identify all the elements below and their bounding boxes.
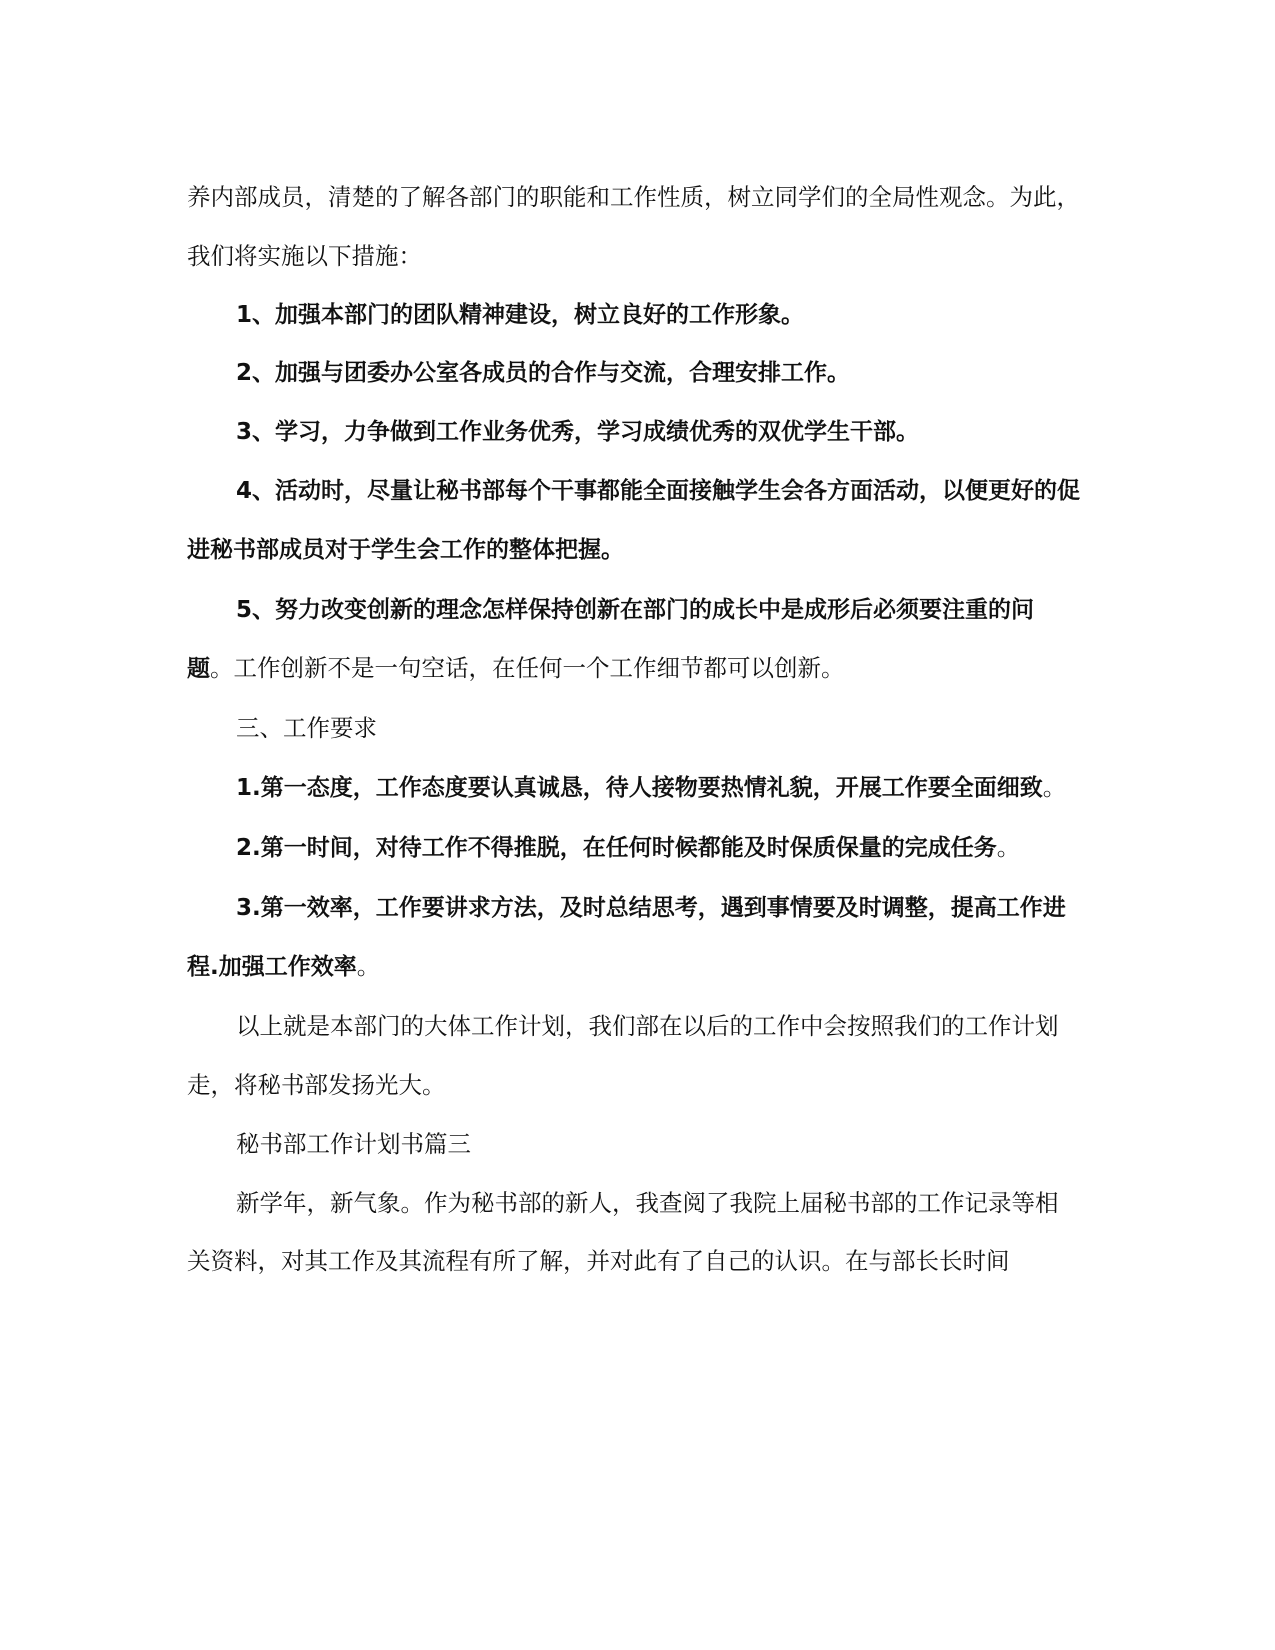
document-body (187, 168, 1080, 1291)
measure-item-text: 4、活动时，尽量让秘书部每个干事都能全面接触学生会各方面活动，以便更好的促进秘书部成员对于学生会工作的整体把握。 (187, 477, 1081, 563)
requirement-item-1 (187, 758, 1080, 818)
summary-paragraph (187, 997, 1080, 1115)
measure-item-text: 1、加强本部门的团队精神建设，树立良好的工作形象。 (236, 301, 805, 328)
requirement-item-3 (187, 878, 1080, 998)
requirement-normal-text: 。 (1042, 772, 1067, 801)
requirement-item-2 (187, 818, 1080, 878)
requirement-bold-text: 3.第一效率，工作要讲求方法，及时总结思考，遇到事情要及时调整，提高工作进程.加强工作效率 (187, 894, 1066, 981)
requirement-bold-text: 2.第一时间，对待工作不得推脱，在任何时候都能及时保质保量的完成任务 (236, 834, 997, 861)
paragraph-text: 以上就是本部门的大体工作计划，我们部在以后的工作中会按照我们的工作计划走，将秘书部发扬光大。 (187, 1012, 1059, 1099)
measure-item-2 (187, 344, 1080, 403)
section-heading-text: 三、工作要求 (236, 714, 377, 743)
paragraph-continuation (187, 168, 1080, 286)
measure-item-3 (187, 403, 1080, 462)
section-heading (187, 699, 1080, 758)
requirement-normal-text: 。 (996, 832, 1021, 861)
measure-item-text: 2、加强与团委办公室各成员的合作与交流，合理安排工作。 (236, 360, 851, 387)
measure-item-4 (187, 462, 1080, 580)
measure-item-text: 3、学习，力争做到工作业务优秀，学习成绩优秀的双优学生干部。 (236, 419, 920, 446)
requirement-bold-text: 1.第一态度，工作态度要认真诚恳，待人接物要热情礼貌，开展工作要全面细致 (236, 774, 1043, 801)
section-title (187, 1115, 1080, 1174)
intro-paragraph (187, 1174, 1080, 1292)
paragraph-text: 养内部成员，清楚的了解各部门的职能和工作性质，树立同学们的全局性观念。为此，我们将实施以下措施： (187, 183, 1080, 270)
measure-item-normal-text: 。工作创新不是一句空话，在任何一个工作细节都可以创新。 (210, 654, 845, 683)
requirement-normal-text: 。 (356, 952, 381, 981)
measure-item-5 (187, 580, 1080, 700)
paragraph-text: 新学年，新气象。作为秘书部的新人，我查阅了我院上届秘书部的工作记录等相关资料，对其工作及其流程有所了解，并对此有了自己的认识。在与部长长时间 (187, 1188, 1059, 1276)
section-title-text: 秘书部工作计划书篇三 (236, 1129, 471, 1158)
measure-item-1 (187, 286, 1080, 345)
measure-item-bold-text: 5、努力改变创新的理念怎样保持创新在部门的成长中是成形后必须要注重的问题 (187, 596, 1035, 683)
